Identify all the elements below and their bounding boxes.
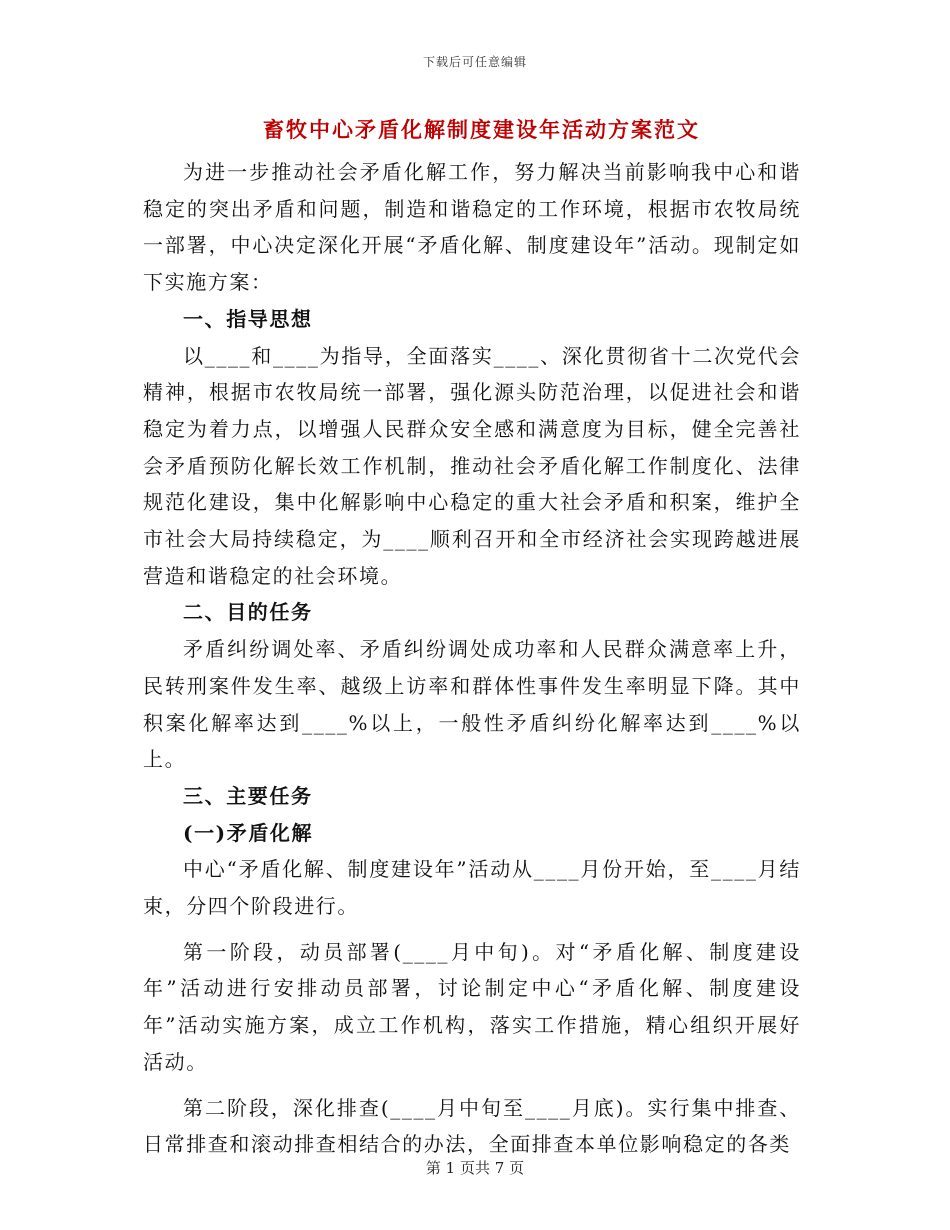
objectives-paragraph: 矛盾纠纷调处率、矛盾纠纷调处成功率和人民群众满意率上升，民转刑案件发生率、越级上访率和群体性事件发生率明显下降。其中积案化解率达到____%以上，一般性矛盾纠纷化解率达到____%以上。 [143, 637, 801, 772]
schedule-paragraph: 中心“矛盾化解、制度建设年”活动从____月份开始，至____月结束，分四个阶段进行。 [143, 857, 801, 919]
page-header: 下载后可任意编辑 [422, 55, 527, 69]
section-heading-guiding-ideology: 一、指导思想 [183, 306, 313, 331]
page-number: 第 1 页共 7 页 [425, 1159, 525, 1177]
document-title: 畜牧中心矛盾化解制度建设年活动方案范文 [263, 117, 700, 142]
phase-two-paragraph: 第二阶段，深化排查(____月中旬至____月底)。实行集中排查、日常排查和滚动排查相结合的办法，全面排查本单位影响稳定的各类 [143, 1095, 801, 1157]
intro-paragraph: 为进一步推动社会矛盾化解工作，努力解决当前影响我中心和谐稳定的突出矛盾和问题，制造和谐稳定的工作环境，根据市农牧局统一部署，中心决定深化开展“矛盾化解、制度建设年”活动。现制定如下实施方案： [143, 160, 801, 295]
guiding-ideology-paragraph: 以____和____为指导，全面落实____、深化贯彻省十二次党代会精神，根据市农牧局统一部署，强化源头防范治理，以促进社会和谐稳定为着力点，以增强人民群众安全感和满意度为目标，健全完善社会矛盾预防化解长效工作机制，推动社会矛盾化解工作制度化、法律规范化建设，集中化解影响中心稳定的重大社会矛盾和积案，维护全市社会大局持续稳定，为____顺利召开和全市经济社会实现跨越进展营造和谐稳定的社会环境。 [143, 343, 801, 588]
section-heading-main-tasks: 三、主要任务 [183, 783, 313, 808]
document-body [143, 112, 801, 1163]
subsection-heading-conflict-resolution: (一)矛盾化解 [183, 820, 314, 845]
section-heading-objectives: 二、目的任务 [183, 600, 313, 625]
phase-one-paragraph: 第一阶段，动员部署(____月中旬)。对“矛盾化解、制度建设年”活动进行安排动员部署，讨论制定中心“矛盾化解、制度建设年”活动实施方案，成立工作机构，落实工作措施，精心组织开展好活动。 [143, 939, 801, 1074]
